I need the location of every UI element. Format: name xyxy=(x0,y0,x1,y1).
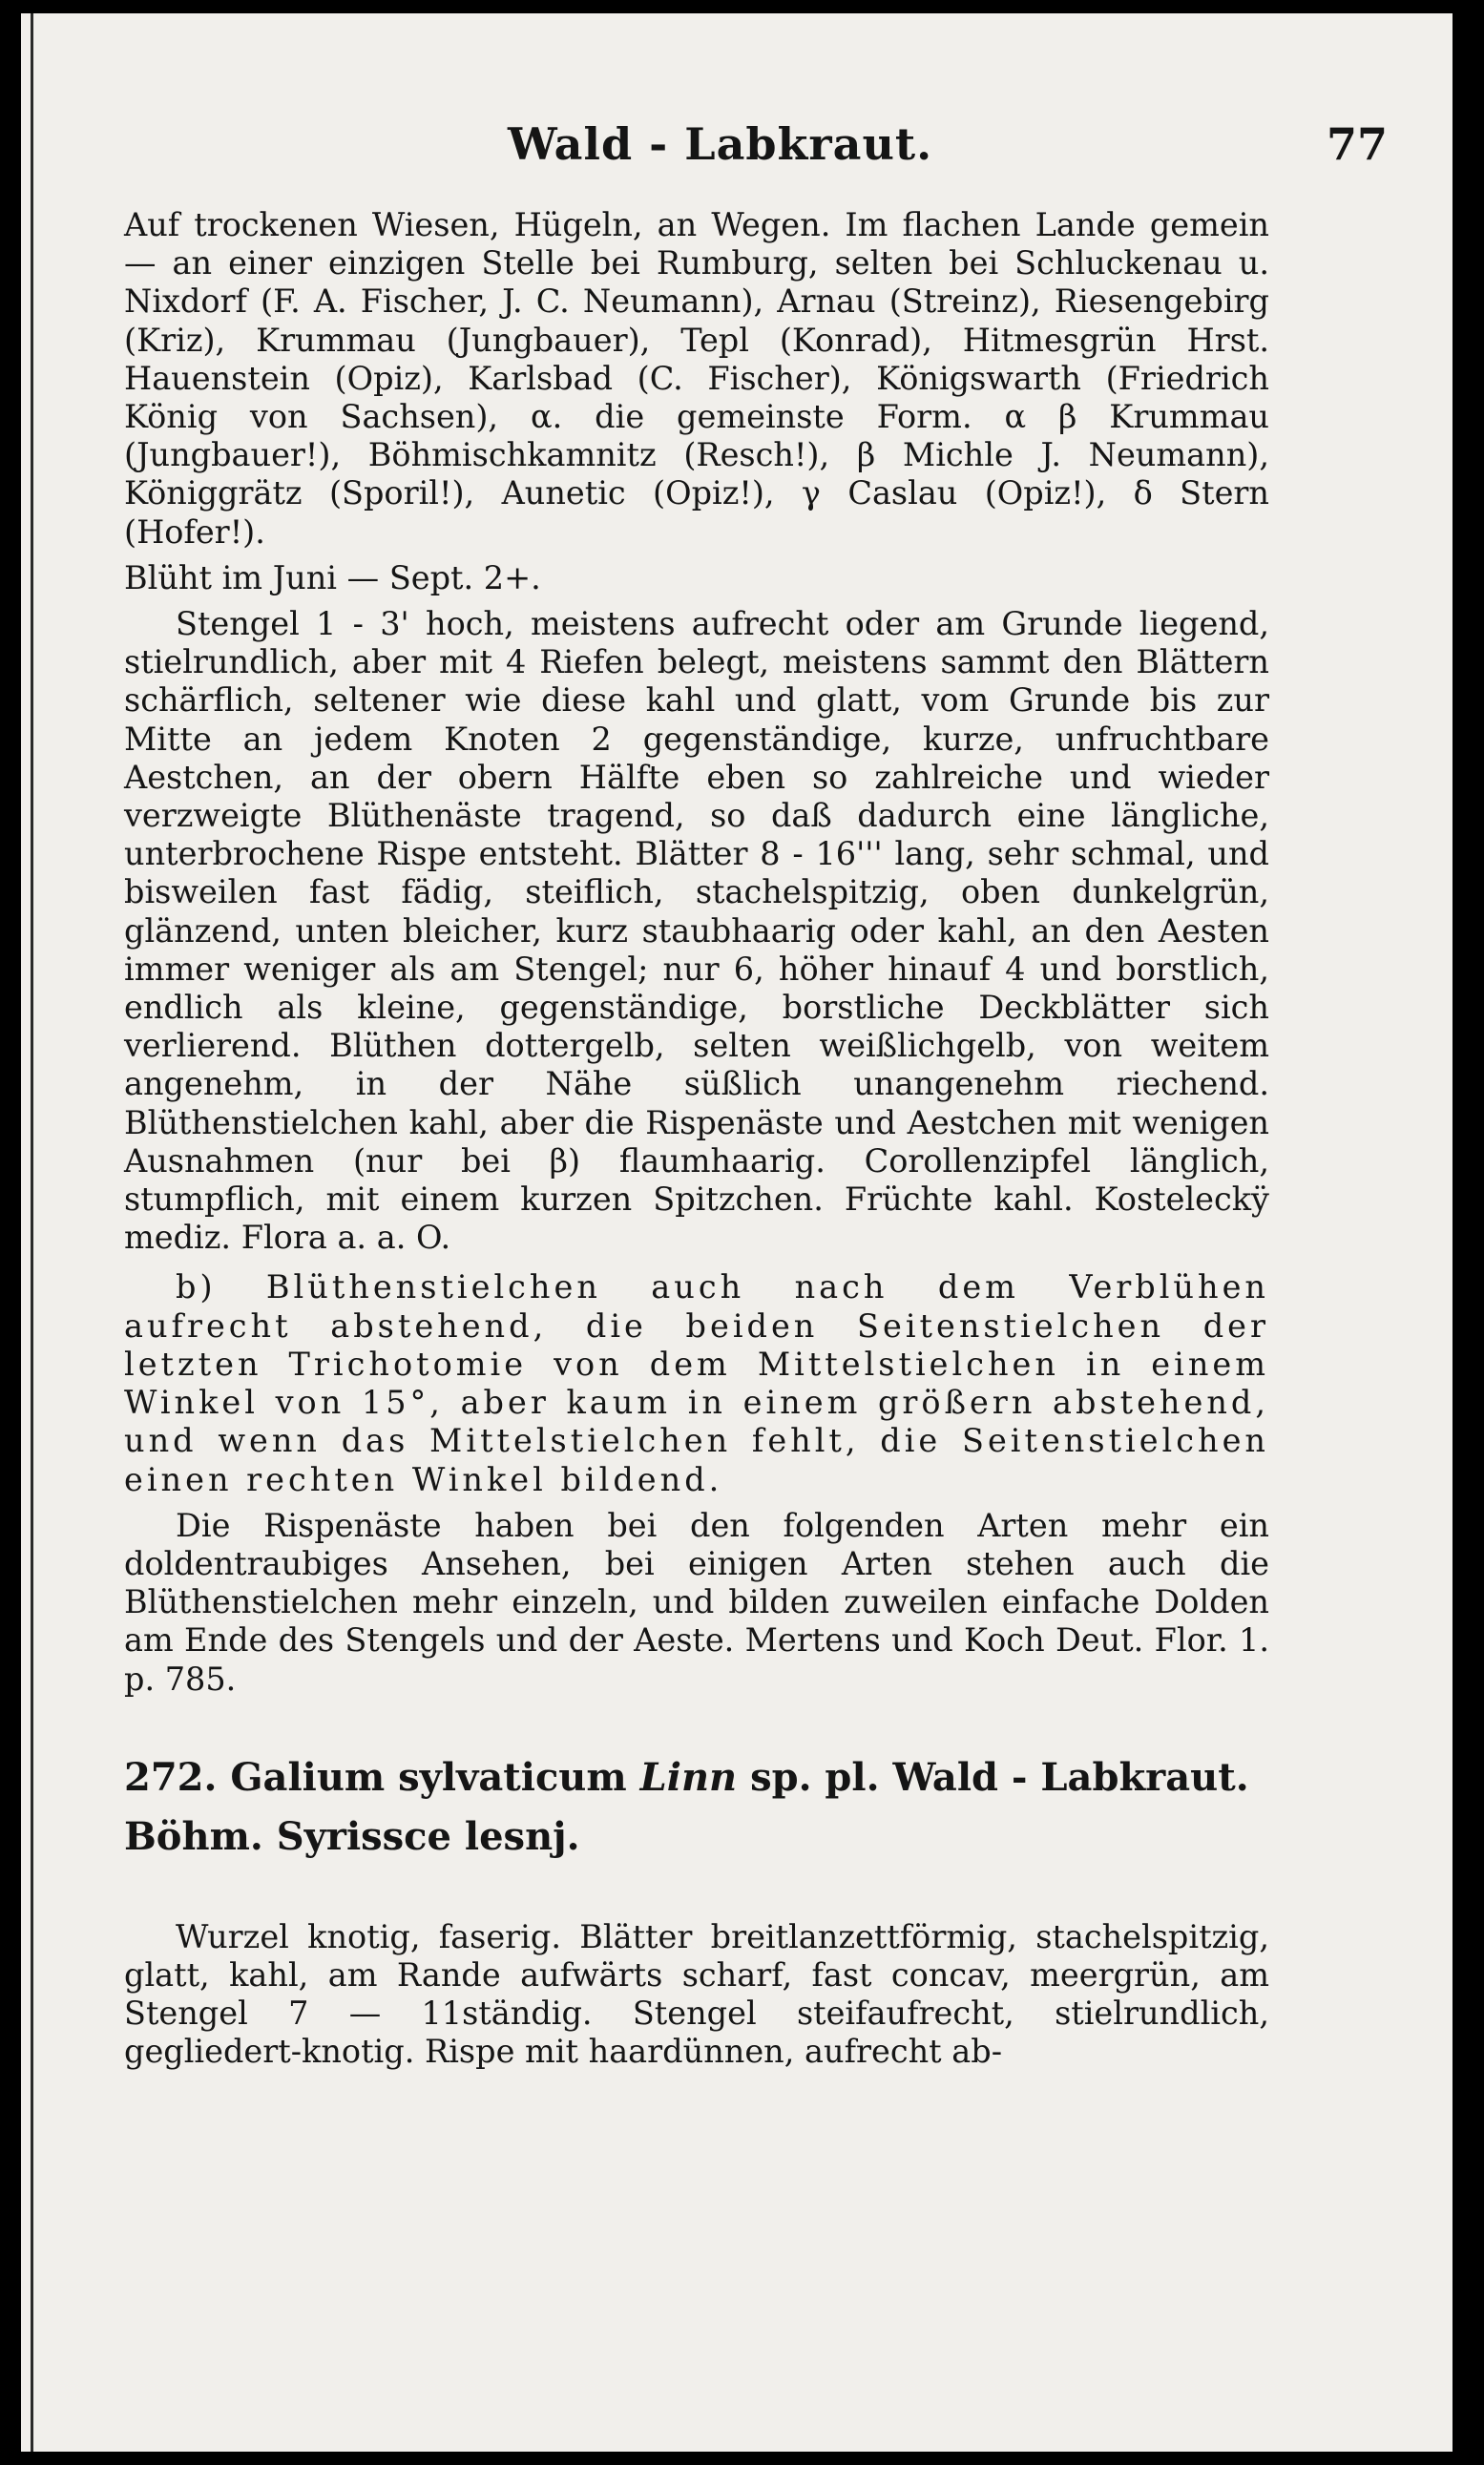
species-czech-name: Böhm. Syrissce lesnj. xyxy=(124,1813,580,1859)
page-number: 77 xyxy=(1326,118,1388,170)
genus-note-paragraph: Die Rispenäste haben bei den folgenden Arten mehr ein doldentraubiges Ansehen, bei einigen Arten stehen auch die Blüthenstielchen mehr einzeln, und bilden zuweilen einfache Dolden am Ende des Stengels und der Aeste. Mertens und Koch Deut. Flor. 1. p. 785. xyxy=(124,1506,1269,1698)
page-header xyxy=(21,118,1453,195)
species-description-paragraph: Wurzel knotig, faserig. Blätter breitlanzettförmig, stachelspitzig, glatt, kahl, am Rande aufwärts scharf, fast concav, meergrün, am Stengel 7 — 11ständig. Stengel steifaufrecht, stielrundlich, gegliedert-knotig. Rispe mit haardünnen, aufrecht ab- xyxy=(124,1917,1269,2071)
species-entry-heading xyxy=(124,1752,1269,1863)
localities-paragraph: Auf trockenen Wiesen, Hügeln, an Wegen. Im flachen Lande gemein — an einer einzigen Stelle bei Rumburg, selten bei Schluckenau u. Nixdorf (F. A. Fischer, J. C. Neumann), Arnau (Streinz), Riesengebirg (Kriz), Krummau (Jungbauer), Tepl (Konrad), Hitmesgrün Hrst. Hauenstein (Opiz), Karlsbad (C. Fischer), Königswarth (Friedrich König von Sachsen), α. die gemeinste Form. α β Krummau (Jungbauer!), Böhmischkamnitz (Resch!), β Michle J. Neumann), Königgrätz (Sporil!), Aunetic (Opiz!), γ Caslau (Opiz!), δ Stern (Hofer!). xyxy=(124,206,1269,551)
running-title: Wald - Labkraut. xyxy=(508,118,933,170)
species-author: Linn xyxy=(639,1754,738,1800)
book-page xyxy=(21,13,1453,2452)
page-edge-rule xyxy=(31,13,33,2452)
species-number: 272. xyxy=(124,1754,218,1800)
flowering-note: Blüht im Juni — Sept. 2+. xyxy=(124,558,541,596)
body-text xyxy=(124,206,1269,2072)
species-german-name: Wald - Labkraut. xyxy=(892,1754,1249,1800)
species-reference: sp. pl. xyxy=(750,1754,880,1800)
description-paragraph: Stengel 1 - 3' hoch, meistens aufrecht oder am Grunde liegend, stielrundlich, aber mit 4 Riefen belegt, meistens sammt den Blättern schärflich, seltener wie diese kahl und glatt, vom Grunde bis zur Mitte an jedem Knoten 2 gegenständige, kurze, unfruchtbare Aestchen, an der obern Hälfte eben so zahlreiche und wieder verzweigte Blüthenäste tragend, so daß dadurch eine längliche, unterbrochene Rispe entsteht. Blätter 8 - 16''' lang, sehr schmal, und bisweilen fast fädig, steiflich, stachelspitzig, oben dunkelgrün, glänzend, unten bleicher, kurz staubhaarig oder kahl, an den Aesten immer weniger als am Stengel; nur 6, höher hinauf 4 und borstlich, endlich als kleine, gegenständige, borstliche Deckblätter sich verlierend. Blüthen dottergelb, selten weißlichgelb, von weitem angenehm, in der Nähe süßlich unangenehm riechend. Blüthenstielchen kahl, aber die Rispenäste und Aestchen mit wenigen Ausnahmen (nur bei β) flaumhaarig. Corollenzipfel länglich, stumpflich, mit einem kurzen Spitzchen. Früchte kahl. Kosteleckÿ mediz. Flora a. a. O. xyxy=(124,605,1269,1257)
species-latin-name: Galium sylvaticum xyxy=(230,1754,627,1800)
key-paragraph-b: b) Blüthenstielchen auch nach dem Verblühen aufrecht abstehend, die beiden Seitenstielchen der letzten Trichotomie von dem Mittelstielchen in einem Winkel von 15°, aber kaum in einem größern abstehend, und wenn das Mittelstielchen fehlt, die Seitenstielchen einen rechten Winkel bildend. xyxy=(124,1268,1269,1498)
